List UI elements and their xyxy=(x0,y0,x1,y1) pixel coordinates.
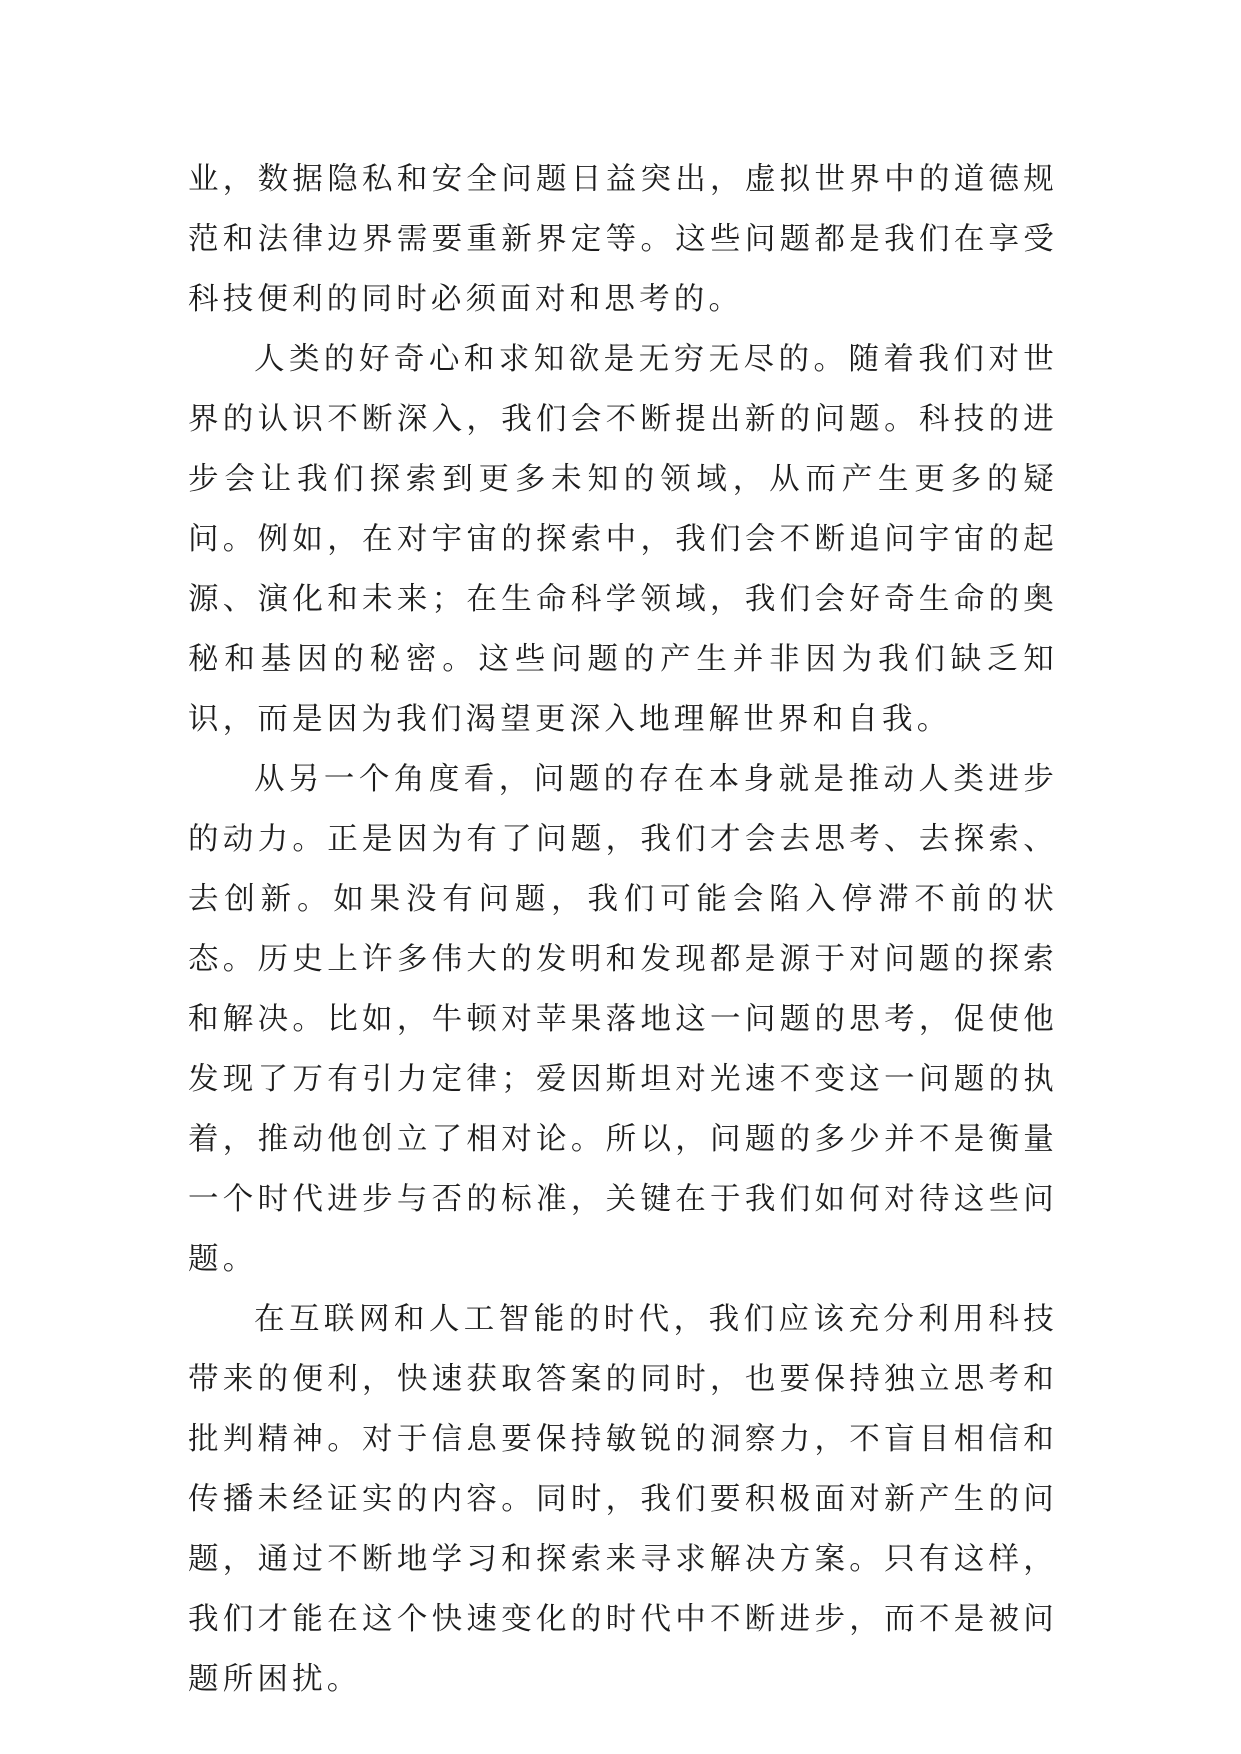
paragraph-curiosity: 人类的好奇心和求知欲是无穷无尽的。随着我们对世界的认识不断深入，我们会不断提出新的问题。科技的进步会让我们探索到更多未知的领域，从而产生更多的疑问。例如，在对宇宙的探索中，我们会不断追问宇宙的起源、演化和未来；在生命科学领域，我们会好奇生命的奥秘和基因的秘密。这些问题的产生并非因为我们缺乏知识，而是因为我们渴望更深入地理解世界和自我。 xyxy=(188,342,1058,737)
body-text xyxy=(188,150,1058,1710)
paragraph-ai-era: 在互联网和人工智能的时代，我们应该充分利用科技带来的便利，快速获取答案的同时，也要保持独立思考和批判精神。对于信息要保持敏锐的洞察力，不盲目相信和传播未经证实的内容。同时，我们要积极面对新产生的问题，通过不断地学习和探索来寻求解决方案。只有这样，我们才能在这个快速变化的时代中不断进步，而不是被问题所困扰。 xyxy=(188,1302,1058,1697)
paragraph-problems-drive-progress: 从另一个角度看，问题的存在本身就是推动人类进步的动力。正是因为有了问题，我们才会去思考、去探索、去创新。如果没有问题，我们可能会陷入停滞不前的状态。历史上许多伟大的发明和发现都是源于对问题的探索和解决。比如，牛顿对苹果落地这一问题的思考，促使他发现了万有引力定律；爱因斯坦对光速不变这一问题的执着，推动他创立了相对论。所以，问题的多少并不是衡量一个时代进步与否的标准，关键在于我们如何对待这些问题。 xyxy=(188,762,1058,1277)
paragraph-continuation: 业，数据隐私和安全问题日益突出，虚拟世界中的道德规范和法律边界需要重新界定等。这些问题都是我们在享受科技便利的同时必须面对和思考的。 xyxy=(188,162,1058,317)
